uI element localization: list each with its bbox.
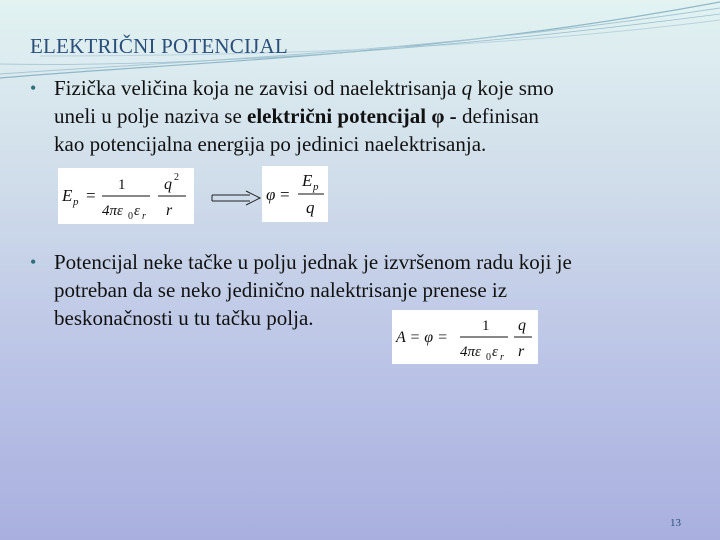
formula-subscript: 0 [128, 211, 133, 222]
formula-symbol: φ [266, 185, 276, 204]
formula-denominator: 4πε [102, 203, 123, 219]
formula-potential-energy [58, 168, 194, 224]
formula-numerator: 1 [118, 177, 126, 193]
formula-numerator: 1 [482, 318, 490, 334]
page-number: 13 [670, 517, 681, 529]
formula-numerator: E [302, 171, 313, 190]
bullet-line: kao potencijalna energija po jedinici naelektrisanja. [54, 132, 487, 156]
formula-subscript: p [73, 196, 79, 208]
slide-title: ELEKTRIČNI POTENCIJAL [30, 34, 288, 58]
formula-numerator: q [518, 317, 526, 334]
formula-denominator: q [306, 198, 315, 217]
formula-potential-definition [262, 166, 328, 222]
formula-symbol: A = φ = [396, 329, 448, 346]
formula-numerator: q [164, 176, 172, 193]
implies-arrow-icon [210, 190, 262, 206]
bullet-line: Potencijal neke tačke u polju jednak je izvršenom radu koji je [54, 250, 572, 274]
formula-denominator: 4πε [460, 344, 481, 360]
bullet-marker: • [30, 252, 37, 272]
formula-subscript: 0 [486, 352, 491, 363]
formula-superscript: 2 [174, 172, 179, 183]
formula-subscript: r [142, 211, 146, 222]
bullet-line: uneli u polje naziva se električni potencijal φ - definisan [54, 104, 539, 128]
formula-equals: = [280, 185, 290, 204]
formula-work-potential [392, 310, 538, 364]
bullet-marker: • [30, 78, 37, 98]
formula-denominator: r [518, 343, 525, 360]
formula-subscript: p [313, 181, 319, 193]
bullet-line: beskonačnosti u tu tačku polja. [54, 306, 314, 330]
bullet-line: potreban da se neko jedinično nalektrisanje prenese iz [54, 278, 508, 302]
formula-symbol: E [62, 186, 73, 205]
bullet-text [54, 74, 554, 158]
term-emphasis: električni potencijal φ - [247, 104, 457, 128]
bullet-line: Fizička veličina koja ne zavisi od naelektrisanja q koje smo [54, 76, 554, 100]
formula-equals: = [86, 186, 96, 205]
formula-symbol: ε [492, 344, 498, 360]
formula-denominator: r [166, 202, 173, 219]
formula-subscript: r [500, 352, 504, 363]
formula-symbol: ε [134, 203, 140, 219]
